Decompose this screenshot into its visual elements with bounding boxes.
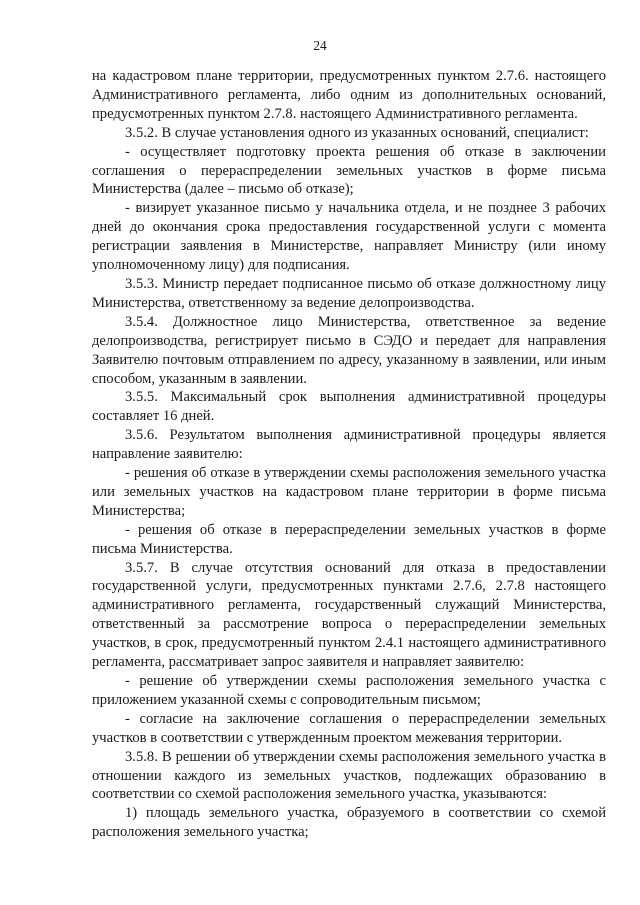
list-item-prepare-draft: - осуществляет подготовку проекта решения об отказе в заключении соглашения о перераспределении земельных участков в форме письма Министерства (далее – письмо об отказе); [92, 143, 606, 198]
paragraph-3-5-4: 3.5.4. Должностное лицо Министерства, ответственное за ведение делопроизводства, регистрирует письмо в СЭДО и передает для направления Заявителю почтовым отправлением по адресу, указанному в заявлении, или иным способом, указанным в заявлении. [92, 313, 606, 387]
paragraph-3-5-5: 3.5.5. Максимальный срок выполнения административной процедуры составляет 16 дней. [92, 389, 606, 425]
list-item-refusal-scheme: - решения об отказе в утверждении схемы расположения земельного участка или земельных участков на кадастровом плане территории в форме письма Министерства; [92, 465, 606, 519]
paragraph-3-5-2: 3.5.2. В случае установления одного из указанных оснований, специалист: [125, 124, 589, 141]
paragraph-3-5-7: 3.5.7. В случае отсутствия оснований для отказа в предоставлении государственной услуги, предусмотренных пунктами 2.7.6, 2.7.8 настоящего административного регламента, государственный служащий Министерства, ответственный за рассмотрение вопроса о перераспределении земельных участков, в срок, предусмотренный пунктом 2.4.1 настоящего административного регламента, рассматривает запрос заявителя и направляет заявителю: [92, 559, 606, 671]
paragraph-3-5-3: 3.5.3. Министр передает подписанное письмо об отказе должностному лицу Министерства, ответственному за ведение делопроизводства. [92, 275, 606, 311]
document-body [92, 67, 606, 842]
numbered-item-1: 1) площадь земельного участка, образуемого в соответствии со схемой расположения земельного участка; [92, 805, 606, 841]
paragraph-continuation: на кадастровом плане территории, предусмотренных пунктом 2.7.6. настоящего Административного регламента, либо одним из дополнительных оснований, предусмотренных пунктом 2.7.8. настоящего Административного регламента. [92, 68, 606, 122]
paragraph-3-5-6: 3.5.6. Результатом выполнения административной процедуры является направление заявителю: [92, 427, 606, 463]
list-item-refusal-redistribution: - решения об отказе в перераспределении земельных участков в форме письма Министерства. [92, 521, 606, 557]
list-item-consent-agreement: - согласие на заключение соглашения о перераспределении земельных участков в соответствии с утвержденным проектом межевания территории. [92, 710, 606, 746]
paragraph-3-5-8: 3.5.8. В решении об утверждении схемы расположения земельного участка в отношении каждого из земельных участков, подлежащих образованию в соответствии со схемой расположения земельного участка, указываются: [92, 748, 606, 803]
page-number: 24 [313, 38, 327, 53]
list-item-approval-scheme: - решение об утверждении схемы расположения земельного участка с приложением указанной схемы с сопроводительным письмом; [92, 673, 606, 708]
list-item-endorse-letter: - визирует указанное письмо у начальника отдела, и не позднее 3 рабочих дней до окончания срока предоставления государственной услуги с момента регистрации заявления в Министерстве, направляет Министру (или иному уполномоченному лицу) для подписания. [92, 200, 606, 274]
